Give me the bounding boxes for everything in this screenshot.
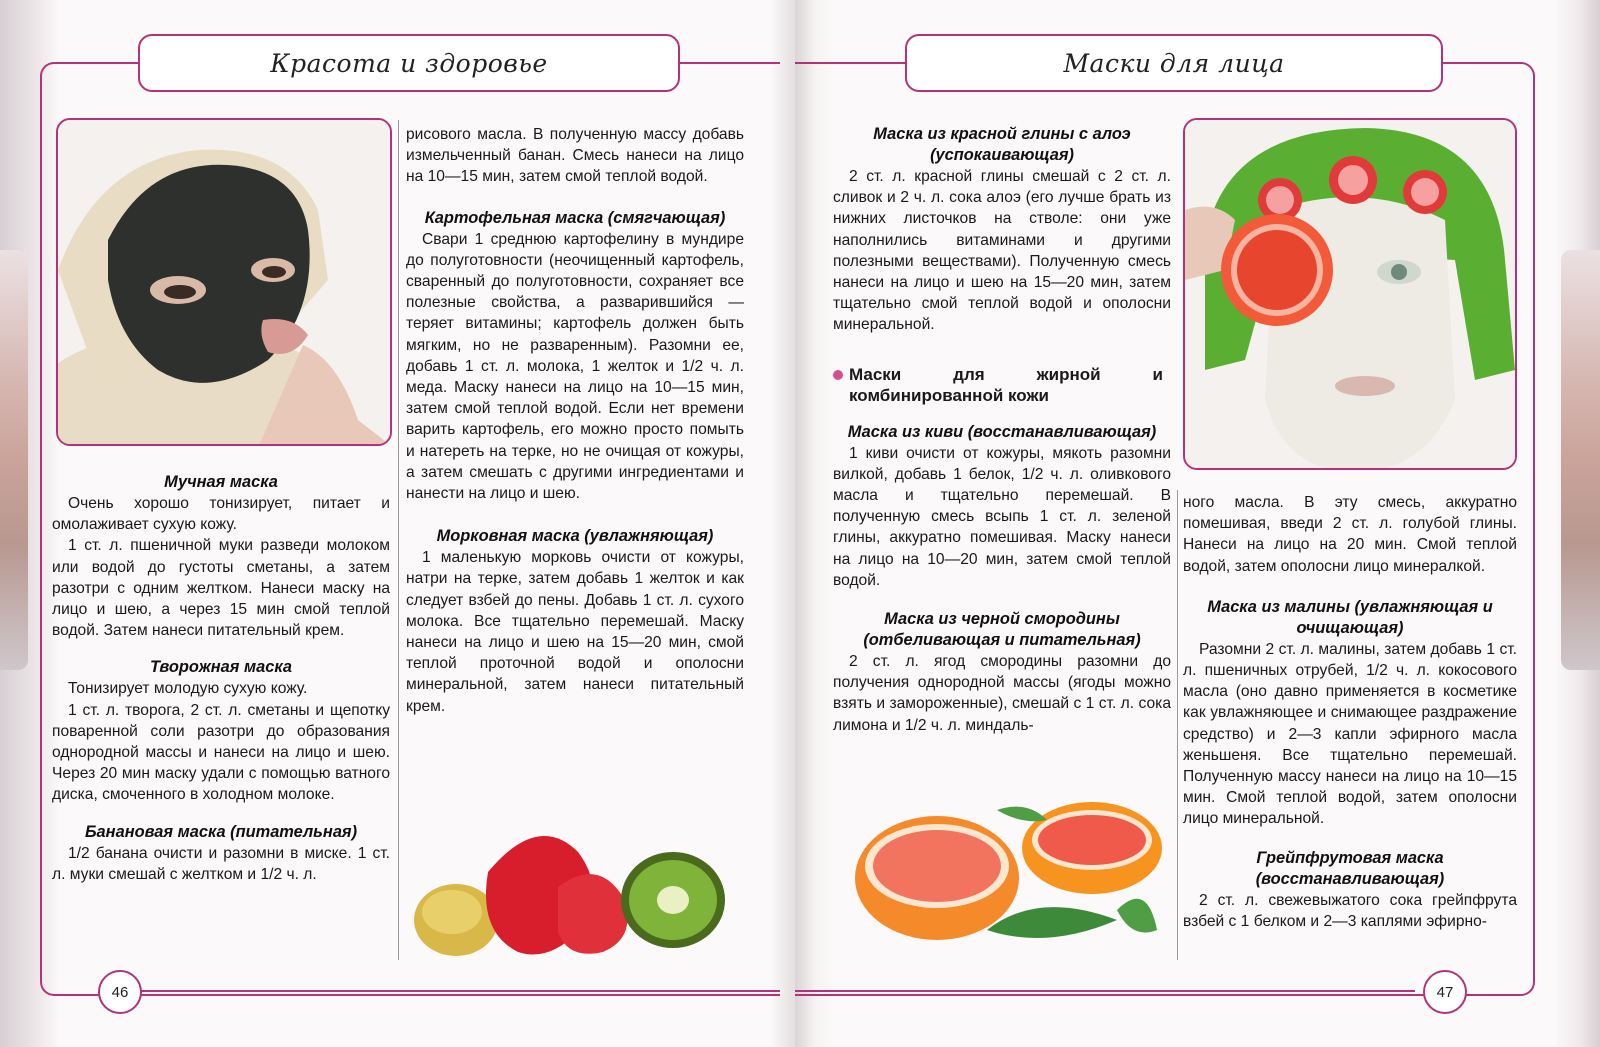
page-number bbox=[98, 970, 142, 1014]
bottom-rule bbox=[795, 990, 1415, 992]
section-title: Маска из черной смородины (отбеливающая и питательная) bbox=[863, 610, 1141, 650]
fruit-mask-woman-illustration bbox=[1185, 120, 1517, 470]
section-title: Картофельная маска (смягчающая) bbox=[424, 208, 726, 227]
section-title: Творожная маска bbox=[150, 658, 292, 677]
header-title: Красота и здоровье bbox=[270, 48, 548, 78]
paragraph: 1 маленькую морковь очисти от кожуры, натри на терке, затем добавь 1 желток и как следует взбей до пены. Добавь 1 ст. л. сухого молока. Все тщательно перемешай. Маску нанеси на лицо и шею на 15—20 мин, смой теплой проточной водой и ополосни минеральной, затем нанеси питательный крем. bbox=[406, 549, 744, 715]
paragraph: Свари 1 среднюю картофелину в мундире до полуготовности (неочищенный картофель, сваренный до полуготовности, сохраняет все полезные свойства, а разварившийся — теряет витамины; картофель должен быть мягким, но не разваренным). Разомни ее, добавь 1 ст. л. молока, 1 желток и 1/2 ч. л. меда. Маску нанеси на лицо на 10—15 мин, затем смой теплой водой. Если нет времени варить картофель, его можно просто помыть и натереть на терке, но не очищая от кожуры, а затем смешать с другими ингредиентами и нанести на лицо и шею. bbox=[406, 230, 744, 503]
paragraph: 1 ст. л. пшеничной муки разведи молоком или водой до густоты сметаны, а затем разотри с одним желтком. Нанеси маску на лицо и шею, а через 15 мин смой теплой водой. Затем нанеси питательный крем. bbox=[52, 537, 390, 640]
mask-woman-illustration bbox=[58, 120, 392, 446]
page-number bbox=[1423, 970, 1467, 1014]
page-edge-photo bbox=[0, 250, 28, 670]
paragraph: 2 ст. л. ягод смородины разомни до получения однородной массы (ягоды можно взять и замороженные), смешай с 1 ст. л. сока лимона и 1/2 ч. л. миндаль- bbox=[833, 653, 1171, 734]
photo-dark-mask bbox=[56, 118, 392, 446]
section-title: Маска из киви (восстанавливающая) bbox=[847, 422, 1157, 441]
section-title: Морковная маска (увлажняющая) bbox=[436, 527, 714, 546]
photo-fruit-mask bbox=[1183, 118, 1517, 470]
section-title: Банановая маска (питательная) bbox=[84, 822, 358, 841]
page-number-text: 46 bbox=[111, 983, 129, 1001]
bullet-icon bbox=[833, 370, 843, 380]
paragraph: 2 ст. л. красной глины смешай с 2 ст. л. сливок и 2 ч. л. сока алоэ (его лучше брать из нижних листочков на стволе: они уже наполнились витаминами и другими полезными веществами). Полученную смесь нанеси на лицо и шею на 15—20 мин, затем тщательно смой теплой водой и ополосни минеральной. bbox=[833, 168, 1171, 334]
header-title: Маски для лица bbox=[1063, 48, 1285, 78]
paragraph: ного масла. В эту смесь, аккуратно помешивая, введи 2 ст. л. голубой глины. Нанеси на лицо на 20 мин. Смой теплой водой, затем ополосни лицо минералкой. bbox=[1183, 494, 1517, 575]
paragraph: 2 ст. л. свежевыжатого сока грейпфрута взбей с 1 белком и 2—3 каплями эфирно- bbox=[1183, 891, 1517, 930]
section-title: Грейпфрутовая маска (восстанавливающая) bbox=[1255, 848, 1445, 888]
category-heading bbox=[833, 364, 1171, 406]
right-column-1 bbox=[833, 124, 1171, 736]
paragraph: 1 ст. л. творога, 2 ст. л. сметаны и щепотку поваренной соли разотри до образования однородной массы и нанеси на лицо и шею. Через 20 мин маску удали с помощью ватного диска, смоченного в холодном молоке. bbox=[52, 701, 390, 804]
column-divider bbox=[398, 120, 399, 960]
section-title: Мучная маска bbox=[164, 473, 278, 491]
paragraph: Тонизирует молодую сухую кожу. bbox=[68, 680, 308, 698]
section-title: Маска из красной глины с алоэ (успокаивающая) bbox=[873, 125, 1131, 164]
fruit-illustration bbox=[408, 812, 728, 960]
paragraph: 1 киви очисти от кожуры, мякоть разомни вилкой, добавь 1 белок, 1/2 ч. л. оливкового масла и тщательно перемешай. В полученную смесь всыпь 1 ст. л. зеленой глины, аккуратно помешивая. Маску нанеси на лицо на 10—20 мин, затем смой теплой водой. bbox=[833, 444, 1171, 589]
page-number-text: 47 bbox=[1436, 983, 1454, 1001]
bottom-rule bbox=[140, 990, 780, 992]
paragraph: Очень хорошо тонизирует, питает и омолаживает сухую кожу. bbox=[52, 495, 390, 534]
category-title: Маски для жирной и комбинированной кожи bbox=[849, 364, 1163, 405]
section-title: Маска из малины (увлажняющая и очищающая) bbox=[1207, 597, 1493, 637]
grapefruit-illustration bbox=[847, 800, 1167, 950]
right-page bbox=[795, 0, 1600, 1047]
left-page bbox=[0, 0, 795, 1047]
page-header bbox=[905, 34, 1443, 92]
column-divider bbox=[1177, 490, 1178, 960]
page-edge-photo bbox=[1561, 250, 1600, 670]
paragraph: рисового масла. В полученную массу добавь измельченный банан. Смесь нанеси на лицо на 10—15 мин, затем смой теплой водой. bbox=[406, 126, 744, 186]
right-column-2 bbox=[1183, 492, 1517, 932]
paragraph: 1/2 банана очисти и разомни в миске. 1 ст. л. муки смешай с желтком и 1/2 ч. л. bbox=[52, 844, 390, 883]
paragraph: Разомни 2 ст. л. малины, затем добавь 1 ст. л. пшеничных отрубей, 1/2 ч. л. кокосового масла (оно давно применяется в косметике как увлажняющее и снимающее раздражение средство) и 2—3 капли эфирного масла женьшеня. Все тщательно перемешай. Полученную массу нанеси на лицо на 10—15 мин. Смой теплой водой, затем ополосни лицо минеральной. bbox=[1183, 640, 1517, 828]
left-column-1 bbox=[52, 472, 390, 885]
page-header bbox=[138, 34, 680, 92]
left-column-2 bbox=[406, 124, 744, 717]
